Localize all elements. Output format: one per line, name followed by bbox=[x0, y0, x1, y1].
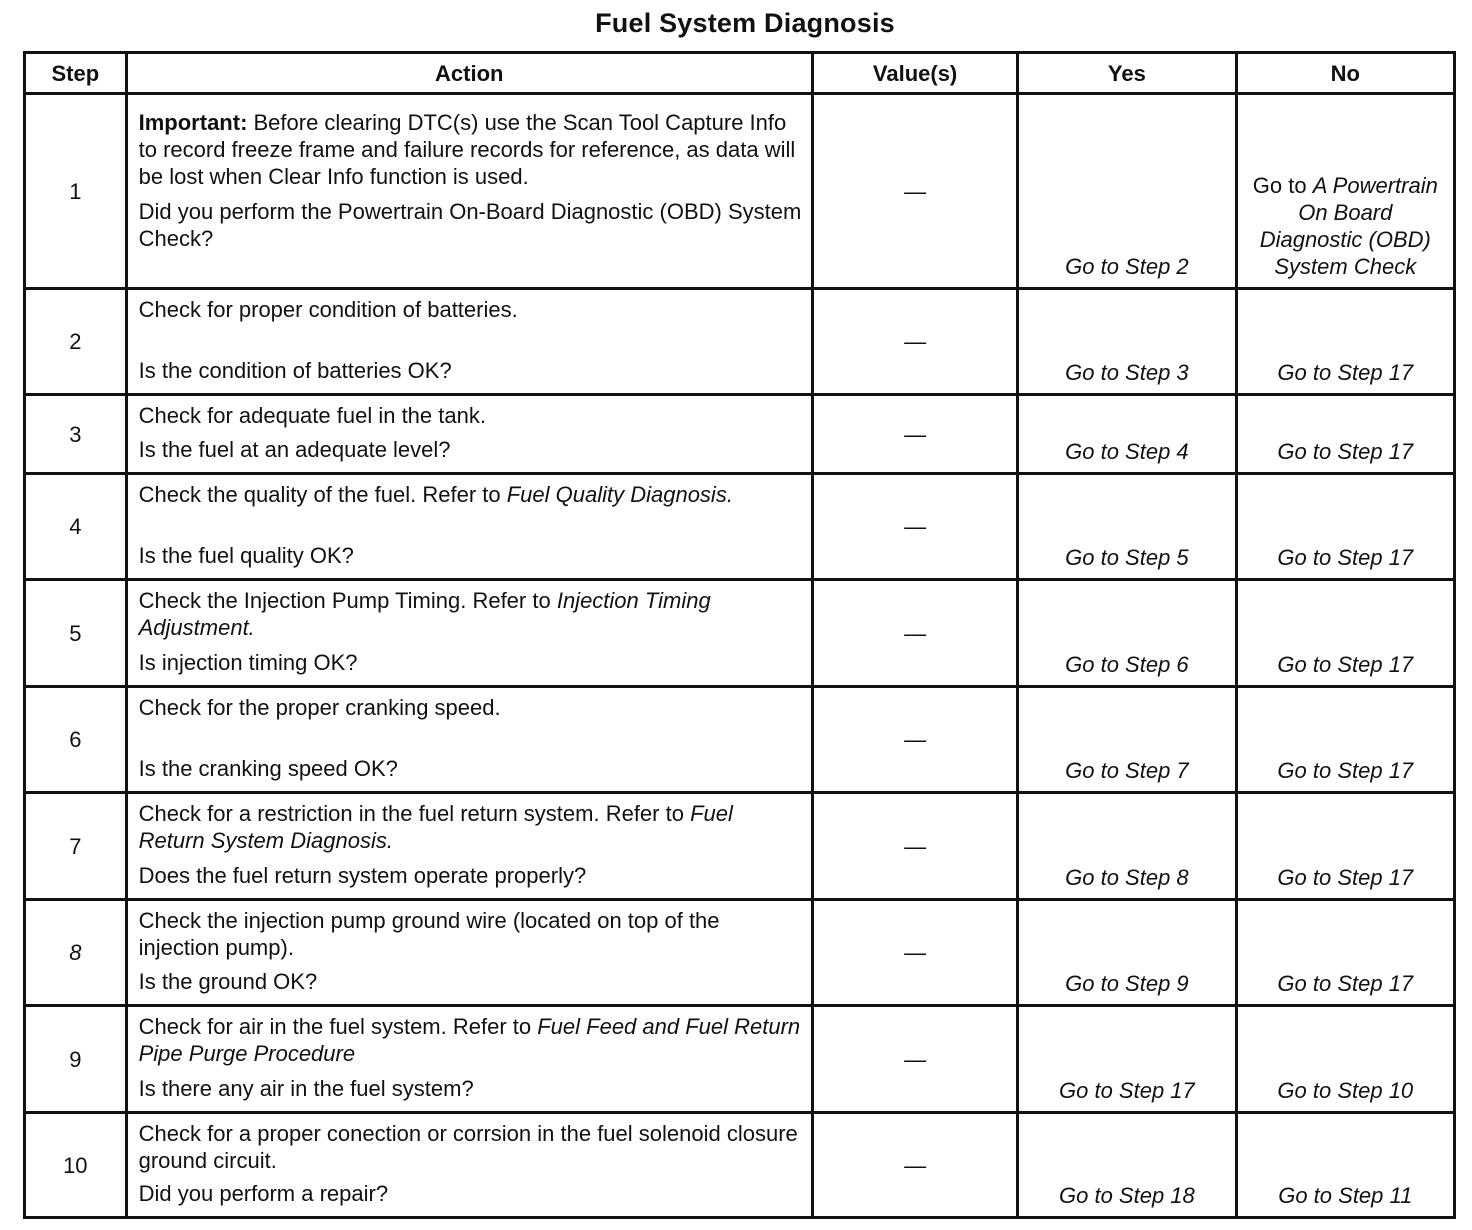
action-text bbox=[139, 109, 803, 190]
table-row bbox=[25, 687, 1455, 793]
value-cell: — bbox=[812, 1006, 1017, 1113]
action-cell bbox=[126, 1113, 812, 1218]
no-cell: Go to Step 17 bbox=[1236, 900, 1454, 1006]
table-row bbox=[25, 1113, 1455, 1218]
table-row bbox=[25, 900, 1455, 1006]
value-cell: — bbox=[812, 687, 1017, 793]
no-cell: Go to Step 17 bbox=[1236, 793, 1454, 900]
action-cell bbox=[126, 580, 812, 687]
value-cell: — bbox=[812, 580, 1017, 687]
action-question: Is the cranking speed OK? bbox=[138, 756, 398, 781]
action-text bbox=[139, 481, 803, 508]
no-cell: Go to Step 17 bbox=[1236, 580, 1454, 687]
yes-cell: Go to Step 18 bbox=[1018, 1113, 1236, 1218]
no-cell: Go to Step 11 bbox=[1236, 1113, 1454, 1218]
action-cell bbox=[126, 395, 812, 474]
table-header-row bbox=[25, 53, 1455, 94]
column-header-step: Step bbox=[25, 53, 127, 94]
action-text: Check for a proper conection or corrsion in the fuel solenoid closure ground circuit. bbox=[138, 1121, 798, 1173]
action-cell bbox=[126, 94, 812, 289]
yes-cell: Go to Step 4 bbox=[1018, 395, 1236, 474]
action-cell bbox=[126, 687, 812, 793]
yes-cell: Go to Step 5 bbox=[1018, 474, 1236, 580]
action-cell bbox=[126, 1006, 812, 1113]
step-number: 8 bbox=[25, 900, 127, 1006]
action-reference: Fuel Feed and Fuel Return Pipe Purge Procedure bbox=[138, 1014, 801, 1066]
table-row bbox=[25, 94, 1455, 289]
no-cell: Go to Step 17 bbox=[1236, 395, 1454, 474]
yes-cell: Go to Step 8 bbox=[1018, 793, 1236, 900]
step-number: 2 bbox=[25, 289, 127, 395]
step-number: 10 bbox=[25, 1113, 127, 1218]
yes-cell: Go to Step 3 bbox=[1018, 289, 1236, 395]
column-header-no: No bbox=[1236, 53, 1454, 94]
yes-cell: Go to Step 9 bbox=[1018, 900, 1236, 1006]
fuel-system-diagnosis-table bbox=[23, 51, 1456, 1219]
table-row bbox=[25, 580, 1455, 687]
action-question: Is injection timing OK? bbox=[138, 650, 358, 675]
action-text-plain: Check for air in the fuel system. Refer to bbox=[138, 1014, 538, 1039]
value-cell: — bbox=[812, 94, 1017, 289]
step-number: 9 bbox=[25, 1006, 127, 1113]
no-cell: Go to Step 17 bbox=[1236, 289, 1454, 395]
action-question: Did you perform a repair? bbox=[138, 1181, 389, 1206]
yes-cell: Go to Step 6 bbox=[1018, 580, 1236, 687]
action-question: Does the fuel return system operate properly? bbox=[138, 863, 587, 888]
action-text: Check for proper condition of batteries. bbox=[138, 297, 518, 322]
step-number: 6 bbox=[25, 687, 127, 793]
no-cell: Go to Step 17 bbox=[1236, 474, 1454, 580]
action-text-plain: Check for a restriction in the fuel return system. Refer to bbox=[138, 801, 691, 826]
value-cell: — bbox=[812, 1113, 1017, 1218]
no-reference: A Powertrain On Board Diagnostic (OBD) System Check bbox=[1259, 173, 1438, 279]
important-label: Important: bbox=[138, 110, 248, 135]
step-number: 1 bbox=[25, 94, 127, 289]
yes-cell: Go to Step 2 bbox=[1018, 94, 1236, 289]
no-cell: Go to Step 10 bbox=[1236, 1006, 1454, 1113]
table-row bbox=[25, 289, 1455, 395]
table-row bbox=[25, 1006, 1455, 1113]
column-header-yes: Yes bbox=[1018, 53, 1236, 94]
action-text: Check for the proper cranking speed. bbox=[138, 695, 501, 720]
yes-cell: Go to Step 7 bbox=[1018, 687, 1236, 793]
action-question: Is the fuel at an adequate level? bbox=[138, 437, 451, 462]
important-text: Before clearing DTC(s) use the Scan Tool Capture Info to record freeze frame and failure records for reference, as data will be lost when Clear Info function is used. bbox=[138, 110, 796, 189]
action-cell bbox=[126, 289, 812, 395]
value-cell: — bbox=[812, 289, 1017, 395]
value-cell: — bbox=[812, 900, 1017, 1006]
action-text-plain: Check the Injection Pump Timing. Refer to bbox=[138, 588, 557, 613]
no-cell bbox=[1236, 94, 1454, 289]
action-question: Did you perform the Powertrain On-Board Diagnostic (OBD) System Check? bbox=[138, 199, 802, 251]
action-question: Is the ground OK? bbox=[138, 969, 318, 994]
action-reference: Fuel Quality Diagnosis. bbox=[506, 482, 733, 507]
action-question: Is the fuel quality OK? bbox=[138, 543, 354, 568]
column-header-values: Value(s) bbox=[812, 53, 1017, 94]
step-number: 4 bbox=[25, 474, 127, 580]
action-cell bbox=[126, 900, 812, 1006]
column-header-action: Action bbox=[126, 53, 812, 94]
page-title: Fuel System Diagnosis bbox=[595, 8, 895, 38]
value-cell: — bbox=[812, 395, 1017, 474]
step-number: 5 bbox=[25, 580, 127, 687]
action-cell bbox=[126, 474, 812, 580]
value-cell: — bbox=[812, 474, 1017, 580]
value-cell: — bbox=[812, 793, 1017, 900]
action-text: Check for adequate fuel in the tank. bbox=[138, 403, 486, 428]
action-cell bbox=[126, 793, 812, 900]
table-row bbox=[25, 793, 1455, 900]
action-text bbox=[139, 800, 803, 854]
action-question: Is the condition of batteries OK? bbox=[138, 358, 452, 383]
no-cell: Go to Step 17 bbox=[1236, 687, 1454, 793]
action-question: Is there any air in the fuel system? bbox=[138, 1076, 474, 1101]
action-reference: Injection Timing Adjustment. bbox=[138, 588, 711, 640]
table-row bbox=[25, 395, 1455, 474]
action-text bbox=[139, 587, 803, 641]
step-number: 7 bbox=[25, 793, 127, 900]
no-prefix: Go to bbox=[1252, 173, 1313, 198]
table-row bbox=[25, 474, 1455, 580]
yes-cell: Go to Step 17 bbox=[1018, 1006, 1236, 1113]
action-reference: Fuel Return System Diagnosis. bbox=[138, 801, 733, 853]
step-number: 3 bbox=[25, 395, 127, 474]
action-text: Check the injection pump ground wire (located on top of the injection pump). bbox=[138, 908, 720, 960]
action-text-plain: Check the quality of the fuel. Refer to bbox=[138, 482, 507, 507]
action-text bbox=[139, 1013, 803, 1067]
